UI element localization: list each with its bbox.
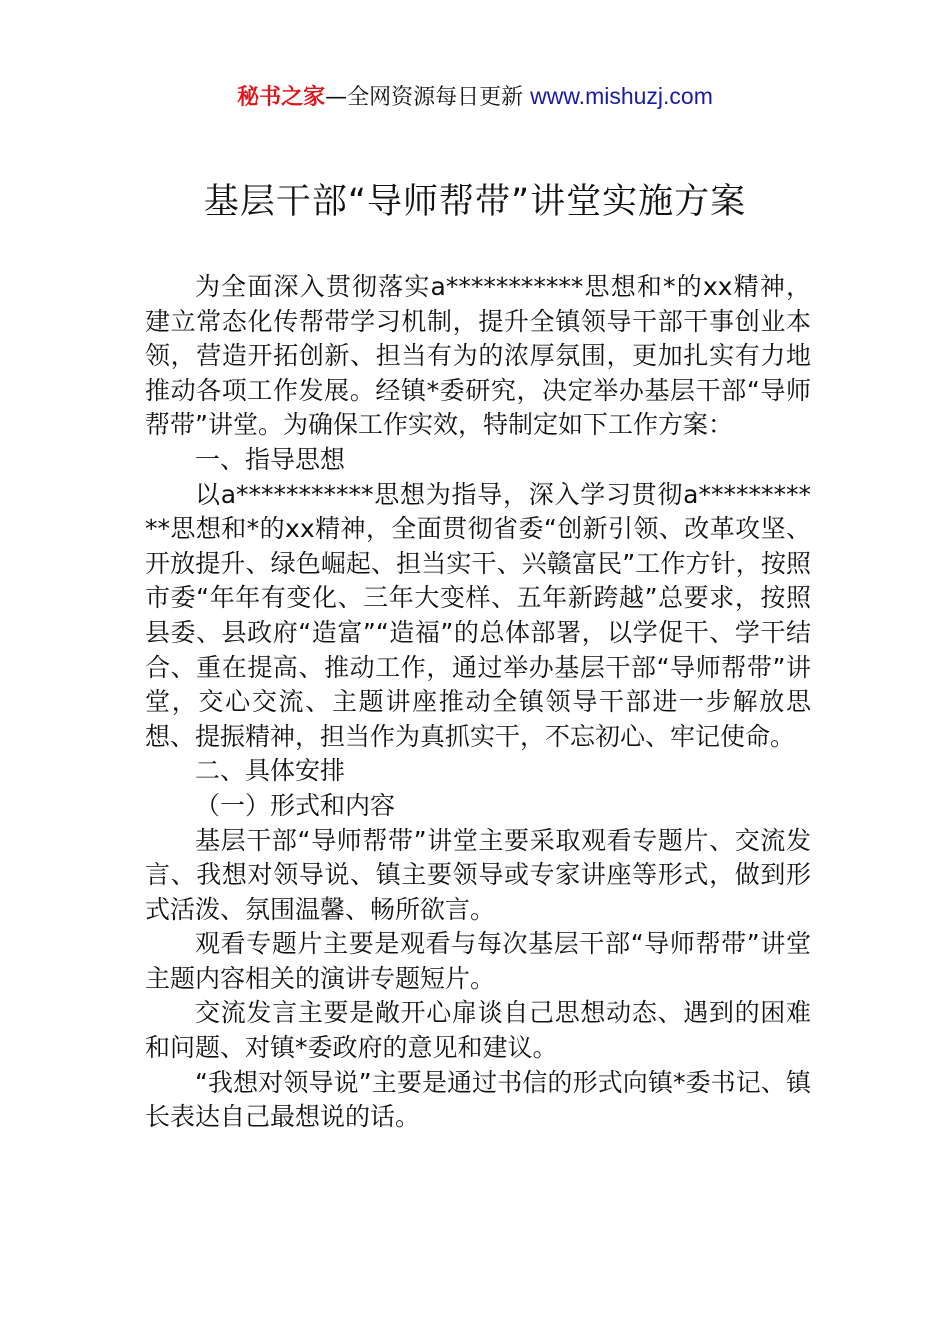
document-body <box>145 270 811 1135</box>
guiding-ideology-paragraph: 以a***********思想为指导，深入学习贯彻a***********思想和*的xx精神，全面贯彻省委“创新引领、改革攻坚、开放提升、绿色崛起、担当实干、兴赣富民”工作方针，按照市委“年年有变化、三年大变样、五年新跨越”总要求，按照县委、县政府“造富”“造福”的总体部署，以学促干、学干结合、重在提高、推动工作，通过举办基层干部“导师帮带”讲堂，交心交流、主题讲座推动全镇领导干部进一步解放思想、提振精神，担当作为真抓实干，不忘初心、牢记使命。 <box>145 479 811 751</box>
form-content-paragraph: 基层干部“导师帮带”讲堂主要采取观看专题片、交流发言、我想对领导说、镇主要领导或专家讲座等形式，做到形式活泼、氛围温馨、畅所欲言。 <box>145 825 811 924</box>
site-header <box>0 80 950 114</box>
video-viewing-paragraph: 观看专题片主要是观看与每次基层干部“导师帮带”讲堂主题内容相关的演讲专题短片。 <box>145 929 811 993</box>
letter-to-leaders-paragraph: “我想对领导说”主要是通过书信的形式向镇*委书记、镇长表达自己最想说的话。 <box>145 1067 811 1132</box>
exchange-speech-paragraph: 交流发言主要是敞开心扉谈自己思想动态、遇到的困难和问题、对镇*委政府的意见和建议。 <box>145 998 811 1063</box>
site-brand: 秘书之家 <box>237 85 326 110</box>
site-url-link[interactable]: www.mishuzj.com <box>530 83 713 109</box>
section-heading-specific-arrangements: 二、具体安排 <box>195 756 346 786</box>
subsection-heading-form-content: （一）形式和内容 <box>195 790 396 820</box>
document-title: 基层干部“导师帮带”讲堂实施方案 <box>203 182 747 222</box>
section-heading-guiding-ideology: 一、指导思想 <box>195 444 346 474</box>
intro-paragraph: 为全面深入贯彻落实a***********思想和*的xx精神，建立常态化传帮带学习机制，提升全镇领导干部干事创业本领，营造开拓创新、担当有为的浓厚氛围，更加扎实有力地推动各项工作发展。经镇*委研究，决定举办基层干部“导师帮带”讲堂。为确保工作实效，特制定如下工作方案： <box>145 272 811 440</box>
site-slogan: —全网资源每日更新 <box>325 85 531 110</box>
